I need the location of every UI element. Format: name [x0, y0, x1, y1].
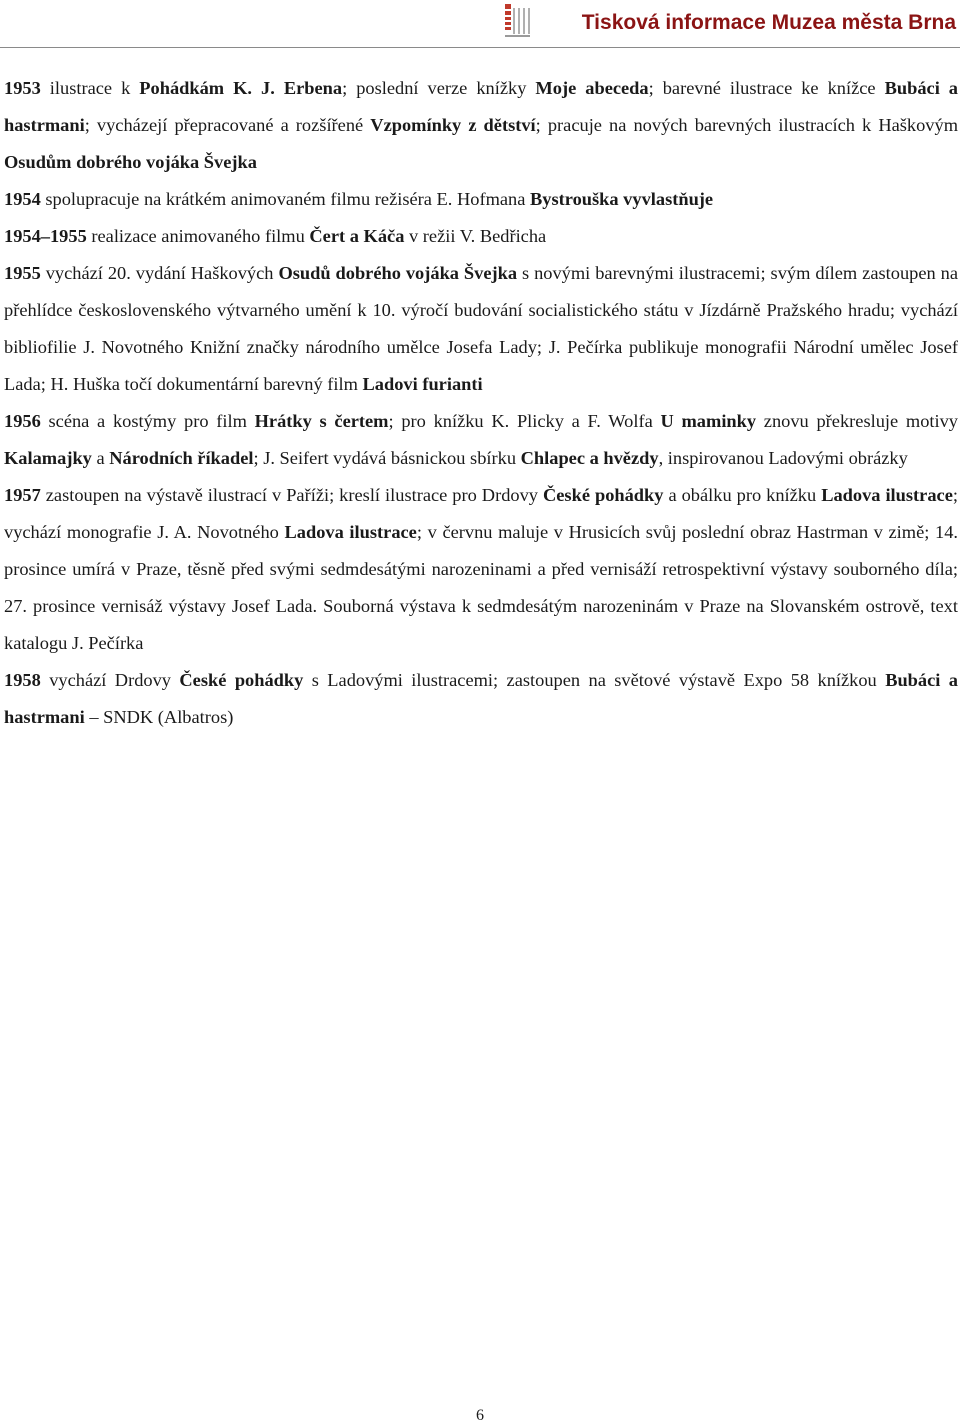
- entry-text: a obálku pro knížku: [663, 485, 822, 505]
- entry-text: s Ladovými ilustracemi; zastoupen na světové výstavě Expo 58 knížkou: [303, 670, 886, 690]
- chronology-entry: [4, 662, 958, 736]
- entry-title: Moje abeceda: [535, 78, 649, 98]
- page-number: 6: [476, 1407, 484, 1424]
- entry-title: Národních říkadel: [109, 448, 254, 468]
- entry-title: Hrátky s čertem: [254, 411, 389, 431]
- entry-year: 1954–1955: [4, 226, 87, 246]
- entry-year: 1958: [4, 670, 41, 690]
- entry-title: Ladovi furianti: [362, 374, 483, 394]
- entry-text: realizace animovaného filmu: [86, 226, 310, 246]
- entry-title: Čert a Káča: [309, 226, 405, 246]
- page-header: [0, 0, 960, 50]
- entry-text: ; v červnu maluje v Hrusicích svůj poslední obraz Hastrman v zimě; 14. prosince umírá v Praze, těsně před svými sedmdesátými narozeninami a před vernisáží retrospektivní výstavy souborného díla; 27. prosince vernisáž výstavy Josef Lada. Souborná výstava k sedmdesátým narozeninám v Praze na Slovanském ostrově, text katalogu J. Pečírka: [4, 522, 958, 653]
- entry-title: Osudů dobrého vojáka Švejka: [278, 263, 518, 283]
- entry-title: Osudům dobrého vojáka Švejka: [4, 152, 257, 172]
- header-title: Tisková informace Muzea města Brna: [581, 11, 956, 34]
- chronology-entry: [4, 181, 958, 218]
- entry-text: ; vycházejí přepracované a rozšířené: [84, 115, 371, 135]
- entry-text: ; poslední verze knížky: [342, 78, 536, 98]
- entry-year: 1954: [4, 189, 41, 209]
- entry-year: 1955: [4, 263, 41, 283]
- entry-title: Chlapec a hvězdy: [520, 448, 659, 468]
- entry-title: České pohádky: [542, 485, 664, 505]
- entry-text: s novými barevnými ilustracemi; svým dílem zastoupen na přehlídce československého výtvarného umění k 10. výročí budování socialistického státu v Jízdárně Pražského hradu; vychází bibliofilie J. Novotného Knižní značky národního umělce Josefa Lady; J. Pečírka publikuje monografii Národní umělec Josef Lada; H. Huška točí dokumentární barevný film: [4, 263, 958, 394]
- entry-text: vychází 20. vydání Haškových: [40, 263, 279, 283]
- header-divider: [0, 47, 960, 48]
- chronology-entry: [4, 255, 958, 403]
- entry-text: scéna a kostýmy pro film: [40, 411, 255, 431]
- entry-year: 1953: [4, 78, 41, 98]
- chronology-entry: [4, 477, 958, 662]
- entry-text: spolupracuje na krátkém animovaném filmu režiséra E. Hofmana: [40, 189, 530, 209]
- entry-title: Ladova ilustrace: [284, 522, 417, 542]
- entry-title: Pohádkám K. J. Erbena: [139, 78, 343, 98]
- museum-logo-icon: [496, 2, 536, 42]
- entry-title: Bystrouška vyvlastňuje: [530, 189, 714, 209]
- entry-text: v režii V. Bedřicha: [404, 226, 547, 246]
- entry-title: Bubáci a hastrmani: [4, 670, 958, 727]
- entry-year: 1956: [4, 411, 41, 431]
- entry-text: ; barevné ilustrace ke knížce: [648, 78, 885, 98]
- entry-title: České pohádky: [179, 670, 304, 690]
- entry-title: Kalamajky: [4, 448, 92, 468]
- chronology-entry: [4, 403, 958, 477]
- entry-text: ; pro knížku K. Plicky a F. Wolfa: [388, 411, 661, 431]
- entry-year: 1957: [4, 485, 41, 505]
- entry-text: zastoupen na výstavě ilustrací v Paříži; kreslí ilustrace pro Drdovy: [40, 485, 543, 505]
- chronology-list: [4, 70, 958, 736]
- entry-title: Vzpomínky z dětství: [370, 115, 536, 135]
- entry-title: Ladova ilustrace: [821, 485, 953, 505]
- entry-title: U maminky: [660, 411, 757, 431]
- entry-text: ; vychází monografie J. A. Novotného: [4, 485, 958, 542]
- entry-text: – SNDK (Albatros): [84, 707, 234, 727]
- entry-text: ; pracuje na nových barevných ilustracích k Haškovým: [535, 115, 959, 135]
- entry-text: a: [91, 448, 110, 468]
- entry-text: vychází Drdovy: [40, 670, 180, 690]
- entry-text: ; J. Seifert vydává básnickou sbírku: [253, 448, 521, 468]
- chronology-entry: [4, 70, 958, 181]
- entry-text: , inspirovanou Ladovými obrázky: [658, 448, 908, 468]
- entry-text: znovu překresluje motivy: [756, 411, 958, 431]
- chronology-entry: [4, 218, 958, 255]
- entry-title: Bubáci a hastrmani: [4, 78, 959, 135]
- entry-text: ilustrace k: [40, 78, 140, 98]
